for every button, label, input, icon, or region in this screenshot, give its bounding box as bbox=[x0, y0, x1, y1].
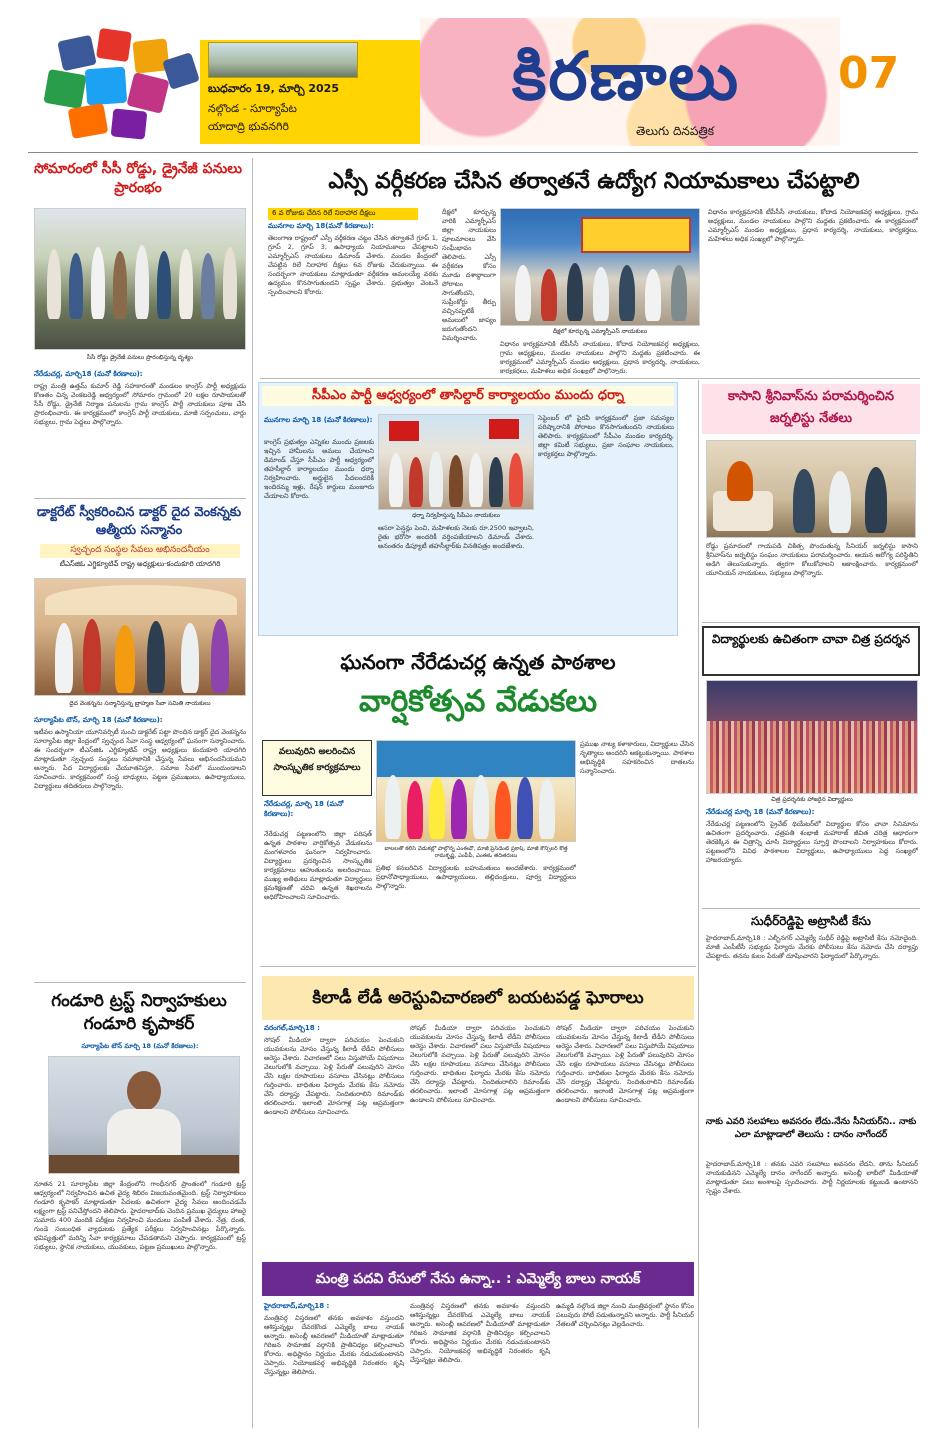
kiladi-body: సోషల్ మీడియా ద్వారా పరిచయం పెంచుకుని యువకులను మోసం చేస్తున్న కిలాడీ లేడీని పోలీసులు అరెస్టు చేశారు. విచారణలో పలు విస్తుపోయే విషయాలు వెలుగులోకి వచ్చాయి. పెళ్లి పేరుతో పలువురిని మోసం చేసి లక్షల రూపాయలు వసూలు చేసినట్లు పోలీసులు గుర్తించారు. బాధితుల ఫిర్యాదు మేరకు కేసు నమోదు చేసి దర్యాప్తు చేపట్టారు. నిందితురాలిని రిమాండ్‌కు తరలించారు. ఇలాంటి మోసగాళ్ల పట్ల అప్రమత్తంగా ఉండాలని పోలీసులు సూచించారు. bbox=[556, 1024, 694, 1104]
quote-headline: నాకు ఎవరి సలహాలు అవసరం లేదు.నేను సీనియర్‌ని.. నాకు ఎలా మాట్లాడాలో తెలుసు : దానం నాగేందర్ bbox=[705, 1117, 917, 1140]
cube-icon bbox=[85, 67, 127, 106]
landscape-thumbnail bbox=[208, 42, 358, 78]
person-figure bbox=[865, 467, 887, 533]
portrait-photo bbox=[48, 1056, 240, 1174]
story-photo bbox=[34, 208, 246, 350]
story-body: రాష్ట్ర మంత్రి ఉత్తమ్ కుమార్ రెడ్డి సహకారంతో మండలం కాంగ్రెస్ పార్టీ అధ్యక్షుడు కొణతం చిన్న వెంకటరెడ్డి ఆధ్వర్యంలో సోమారం గ్రామంలో 20 లక్షల రూపాయలతో సీసీ రోడ్డు, డ్రైనేజీ నిర్మాణ పనులను గ్రామ కాంగ్రెస్ పార్టీ నాయకులు పూజ చేసి ప్రారంభించారు. ఈ కార్యక్రమంలో కాంగ్రెస్ పార్టీ నాయకులు, మాజీ సర్పంచులు, వార్డు సభ్యులు, గ్రామ పెద్దలు పాల్గొన్నారు. bbox=[34, 382, 246, 426]
masthead-rule bbox=[28, 152, 918, 153]
school-photo bbox=[376, 740, 576, 842]
person-figure bbox=[727, 461, 753, 501]
person-figure bbox=[449, 455, 463, 507]
person-figure bbox=[539, 779, 555, 839]
story-separator bbox=[34, 498, 246, 499]
paper-name-logo: కిరణాలు bbox=[511, 38, 741, 115]
story-headline: డాక్టరేట్ స్వీకరించిన డాక్టర్ దైద వెంకన్నకు ఆత్మీయ సన్మానం bbox=[36, 505, 242, 538]
person-figure bbox=[181, 623, 199, 693]
cpm-headline: సీపీఎం పార్టీ ఆధ్వర్యంలో తాసిల్దార్ కార్యాలయం ముందు ధర్నా bbox=[262, 386, 674, 406]
photo-caption: చిత్ర ప్రదర్శనకు హాజరైన విద్యార్థులు bbox=[771, 796, 853, 803]
person-figure bbox=[113, 251, 127, 319]
masthead bbox=[0, 0, 945, 150]
person-figure bbox=[179, 249, 193, 319]
person-figure bbox=[83, 619, 101, 693]
school-body: ప్రముఖ నాట్య కళాకారులు, విద్యార్థులు చేసిన నృత్యాలు అందరినీ ఆకట్టుకున్నాయి. పాఠశాల అభివృద్ధికి సహకరించిన దాతలను సన్మానించారు. bbox=[580, 740, 694, 775]
portrait-head bbox=[127, 1071, 161, 1111]
cube-icon bbox=[57, 35, 96, 71]
issue-date: బుధవారం 19, మార్చి 2025 bbox=[208, 82, 339, 95]
school-headline-2: వార్షికోత్సవ వేడుకలు bbox=[359, 684, 597, 719]
person-figure bbox=[409, 457, 423, 507]
lead-body: విధానం కార్యక్రమానికి టీపీసీసీ నాయకులు, కోదాడ నియోజకవర్గ అధ్యక్షులు, గ్రామ అధ్యక్షులు, మండల నాయకులు పాల్గొని మద్దతు ప్రకటించారు. ఈ కార్యక్రమంలో ఎమ్మార్పీఎస్ మండల అధ్యక్షులు, ప్రధాన కార్యదర్శి, నాయకులు, కార్యకర్తలు, మహిళలు అధిక సంఖ్యలో పాల్గొన్నారు. bbox=[500, 340, 700, 374]
atrocity-body: హైదరాబాద్,మార్చి18 : తనకు ఎవరి సలహాలు అవసరం లేదని, తాను సీనియర్ నాయకుడినని ఎమ్మెల్యే దానం నాగేందర్ అన్నారు. అసెంబ్లీ లాబీలో మీడియాతో మాట్లాడుతూ పలు అంశాలపై స్పందించారు. పార్టీ నిర్ణయాలకు కట్టుబడి ఉంటానని స్పష్టం చేశారు. bbox=[706, 1160, 918, 1195]
person-figure bbox=[451, 779, 467, 839]
lead-body: తెలంగాణ రాష్ట్రంలో ఎస్సీ వర్గీకరణ చట్టం చేసిన తర్వాతనే గ్రూప్ 1, గ్రూప్ 2, గ్రూప్ 3, ఉపాధ్యాయ నియామకాలు చేపట్టాలని ఎమ్మార్పీఎస్ నాయకులు డిమాండ్ చేశారు. మండల కేంద్రంలో చేపట్టిన రిలే నిరాహార దీక్షలు 6వ రోజుకు చేరుకున్నాయి. ఈ సందర్భంగా నాయకులు మాట్లాడుతూ వర్గీకరణ అమలయ్యే వరకు ఉద్యమం కొనసాగుతుందని స్పష్టం చేశారు. ప్రభుత్వం వెంటనే స్పందించాలని కోరారు. bbox=[268, 234, 438, 296]
kasani-body: రోడ్డు ప్రమాదంలో గాయపడి చికిత్స పొందుతున్న సీనియర్ జర్నలిస్టు కాసాని శ్రీనివాస్‌ను జర్నలిస్టు సంఘం నాయకులు పరామర్శించారు. ఆయన ఆరోగ్య పరిస్థితిని అడిగి తెలుసుకున్నారు. త్వరగా కోలుకోవాలని ఆకాంక్షించారు. కార్యక్రమంలో యూనియన్ నాయకులు, సభ్యులు పాల్గొన్నారు. bbox=[706, 542, 918, 577]
dateline: నేరేడుచర్ల మార్చి 18 (మనో కిరణాలు): bbox=[706, 808, 815, 816]
dateline: మునగాల మార్చి 18(మనో కిరణాలు): bbox=[268, 222, 374, 230]
story-separator bbox=[702, 622, 920, 623]
photo-caption: బాలలతో కలిసి వేడుకల్లో పాల్గొన్న ఎంఈవో, మాజీ ప్రెసిడెంట్ ప్రకాష్, మాజీ కౌన్సిలర్ కొత్త రామకృష్ణ, ఎంపీపీ, ఎంఈఓ తదితరులు bbox=[384, 846, 568, 859]
kasani-headline: కాసాని శ్రీనివాస్‌ను పరామర్శించిన జర్నలిస్టు నేతలు bbox=[728, 389, 894, 426]
column-divider bbox=[252, 158, 253, 1428]
kasani-photo bbox=[706, 440, 916, 538]
kiladi-headline: కిలాడీ లేడీ అరెస్టువిచారణలో బయటపడ్డ ఘోరాలు bbox=[312, 988, 644, 1008]
kiladi-body: సోషల్ మీడియా ద్వారా పరిచయం పెంచుకుని యువకులను మోసం చేస్తున్న కిలాడీ లేడీని పోలీసులు అరెస్టు చేశారు. విచారణలో పలు విస్తుపోయే విషయాలు వెలుగులోకి వచ్చాయి. పెళ్లి పేరుతో పలువురిని మోసం చేసి లక్షల రూపాయలు వసూలు చేసినట్లు పోలీసులు గుర్తించారు. బాధితుల ఫిర్యాదు మేరకు కేసు నమోదు చేసి దర్యాప్తు చేపట్టారు. నిందితురాలిని రిమాండ్‌కు తరలించారు. ఇలాంటి మోసగాళ్ల పట్ల అప్రమత్తంగా ఉండాలని పోలీసులు సూచించారు. bbox=[410, 1024, 550, 1104]
lead-kicker: 6 వ రోజుకు చేరిన రిలే నిరాహార దీక్షలు bbox=[268, 208, 418, 220]
red-flag bbox=[489, 419, 519, 439]
paper-tagline: తెలుగు దినపత్రిక bbox=[636, 124, 715, 138]
kiladi-body: సోషల్ మీడియా ద్వారా పరిచయం పెంచుకుని యువకులను మోసం చేస్తున్న కిలాడీ లేడీని పోలీసులు అరెస్టు చేశారు. విచారణలో పలు విస్తుపోయే విషయాలు వెలుగులోకి వచ్చాయి. పెళ్లి పేరుతో పలువురిని మోసం చేసి లక్షల రూపాయలు వసూలు చేసినట్లు పోలీసులు గుర్తించారు. బాధితుల ఫిర్యాదు మేరకు కేసు నమోదు చేసి దర్యాప్తు చేపట్టారు. నిందితురాలిని రిమాండ్‌కు తరలించారు. ఇలాంటి మోసగాళ్ల పట్ల అప్రమత్తంగా ఉండాలని పోలీసులు సూచించారు. bbox=[264, 1036, 404, 1116]
person-figure bbox=[201, 253, 215, 319]
person-figure bbox=[671, 265, 687, 321]
person-figure bbox=[793, 469, 815, 533]
district-line-2: యాదాద్రి భువనగిరి bbox=[208, 120, 289, 133]
person-figure bbox=[211, 619, 229, 693]
story-body: నూతన 21 సూర్యాపేట జిల్లా కేంద్రంలోని గాంధీనగర్ ప్రాంతంలో గండూరి ట్రస్ట్ ఆధ్వర్యంలో నిర్వహించిన ఉచిత వైద్య శిబిరం విజయవంతమైంది. ట్రస్ట్ నిర్వాహకులు గండూరి కృపాకర్ మాట్లాడుతూ పేదలకు ఉచితంగా వైద్య సేవలు అందించడమే లక్ష్యంగా ట్రస్ట్ పనిచేస్తోందని తెలిపారు. హైదరాబాద్‌కు చెందిన ప్రముఖ వైద్యులు హాజరై సుమారు 400 మందికి పరీక్షలు నిర్వహించి మందులు పంపిణీ చేశారు. నేత్ర, దంత, గుండె సంబంధిత వ్యాధులకు ప్రత్యేక పరీక్షలు నిర్వహించినట్లు పేర్కొన్నారు. భవిష్యత్తులో మరిన్ని సేవా కార్యక్రమాలు చేపడతామని చెప్పారు. కార్యక్రమంలో ట్రస్ట్ సభ్యులు, స్థానిక నాయకులు, యువకులు, పట్టణ ప్రముఖులు పాల్గొన్నారు. bbox=[34, 1180, 246, 1251]
story-photo bbox=[34, 578, 246, 696]
cube-icon bbox=[43, 69, 86, 109]
person-figure bbox=[385, 775, 401, 839]
minister-headline: మంత్రి పదవి రేసులో నేను ఉన్నా.. : ఎమ్మెల్యే బాలు నాయక్ bbox=[315, 1271, 641, 1287]
story-separator bbox=[260, 966, 696, 967]
lead-body: దీక్షలో కూర్చున్న వారికి ఎమ్మార్పీఎస్ జిల్లా నాయకులు పూలమాలలు వేసి సంఘీభావం తెలిపారు. ఎస్సీ వర్గీకరణ కోసం మూడు దశాబ్దాలుగా పోరాటం సాగుతోందని, సుప్రీంకోర్టు తీర్పు వచ్చినప్పటికీ అమలులో జాప్యం జరుగుతోందని విమర్శించారు. bbox=[442, 208, 496, 342]
person-figure bbox=[147, 621, 165, 693]
person-figure bbox=[115, 625, 135, 693]
minister-body: మంత్రివర్గ విస్తరణలో తనకు అవకాశం వస్తుందని ఆశిస్తున్నట్లు దేవరకొండ ఎమ్మెల్యే బాలు నాయక్ అన్నారు. అసెంబ్లీ ఆవరణలో మీడియాతో మాట్లాడుతూ గిరిజన సామాజిక వర్గానికి ప్రాతినిధ్యం కల్పించాలని కోరారు. అధిష్టానం నిర్ణయం మేరకు నడుచుకుంటానని చెప్పారు. నియోజకవర్గ అభివృద్ధికి నిరంతరం కృషి చేస్తున్నట్లు తెలిపారు. bbox=[264, 1314, 404, 1376]
story-separator bbox=[34, 982, 246, 983]
story-subhead: స్వచ్ఛంద సంస్థల సేవలు అభినందనీయం bbox=[40, 544, 240, 558]
dateline: హైదరాబాద్,మార్చి18 : bbox=[264, 1302, 330, 1310]
desk bbox=[49, 1155, 240, 1174]
person-figure bbox=[515, 265, 531, 321]
students-body: నేరేడుచర్ల పట్టణంలోని ప్రైవేట్ థియేటర్‌లో విద్యార్థుల కోసం చావా సినిమాను ఉచితంగా ప్రదర్శించారు. ఛత్రపతి శంభాజీ మహారాజ్ జీవిత చరిత్ర ఆధారంగా తెరకెక్కిన ఈ చిత్రాన్ని చూసి విద్యార్థులు స్ఫూర్తి పొందాలని నిర్వాహకులు కోరారు. పట్టణంలోని వివిధ పాఠశాలల విద్యార్థులు, ఉపాధ్యాయులు పెద్ద సంఖ్యలో హాజరయ్యారు. bbox=[706, 820, 918, 864]
person-figure bbox=[157, 251, 171, 319]
district-line-1: నల్గొండ - సూర్యాపేట bbox=[208, 102, 297, 115]
cpm-body: ఆసరా పెన్షన్లు పెంచి, మహిళలకు నెలకు రూ.2500 ఇవ్వాలని, రైతు భరోసా అందరికీ వర్తింపజేయాలని డిమాండ్ చేశారు. అనంతరం డిప్యూటీ తహసీల్దార్‌కు వినతిపత్రం అందజేశారు. bbox=[378, 524, 534, 550]
cube-icon bbox=[68, 103, 109, 139]
person-figure bbox=[429, 451, 443, 507]
photo-caption: సీసీ రోడ్డు డ్రైనేజీ పనులు ప్రారంభిస్తున్న దృశ్యం bbox=[86, 354, 194, 361]
students-photo bbox=[706, 680, 918, 794]
person-figure bbox=[593, 267, 609, 321]
photo-caption: దైద వెంకన్నను సన్మానిస్తున్న బ్రాహ్మణ సేవా సమితి నాయకులు bbox=[69, 700, 211, 707]
person-figure bbox=[645, 269, 661, 321]
cpm-body: సెప్టెంబర్ లో పైరవీ కార్యక్రమంలో ప్రజా సమస్యల పరిష్కారానికి పోరాటం కొనసాగుతుందని నాయకులు తెలిపారు. కార్యక్రమంలో సీపీఎం మండల కార్యదర్శి, జిల్లా కమిటీ సభ్యులు, ప్రజా సంఘాల నాయకులు, కార్యకర్తలు పాల్గొన్నారు. bbox=[538, 414, 674, 458]
cpm-body: కాంగ్రెస్ ప్రభుత్వం ఎన్నికల ముందు ప్రజలకు ఇచ్చిన హామీలను అమలు చేయాలని డిమాండ్ చేస్తూ సీపీఎం పార్టీ ఆధ్వర్యంలో తహసీల్దార్ కార్యాలయం ముందు ధర్నా నిర్వహించారు. అర్హులైన పేదలందరికీ ఇందిరమ్మ ఇళ్లు, రేషన్ కార్డులు మంజూరు చేయాలని కోరారు. bbox=[264, 438, 374, 500]
page-number: 07 bbox=[838, 48, 900, 99]
person-figure bbox=[135, 245, 149, 319]
story-headline: గండూరి ట్రస్ట్ నిర్వాహకులు గండూరి కృపాకర్ bbox=[51, 991, 227, 1034]
person-figure bbox=[567, 263, 583, 321]
cube-icon bbox=[126, 72, 169, 114]
person-figure bbox=[489, 457, 503, 507]
person-figure bbox=[473, 775, 489, 839]
column-divider bbox=[698, 380, 699, 1428]
story-headline: సోమారంలో సీసీ రోడ్డు, డ్రైనేజీ పనులు ప్రారంభం bbox=[33, 161, 243, 196]
lead-photo bbox=[500, 208, 700, 326]
protest-banner bbox=[581, 217, 691, 253]
person-figure bbox=[55, 623, 73, 693]
lead-body: విధానం కార్యక్రమానికి టీపీసీసీ నాయకులు, కోదాడ నియోజకవర్గ అధ్యక్షులు, గ్రామ అధ్యక్షులు, మండల నాయకులు పాల్గొని మద్దతు ప్రకటించారు. ఈ కార్యక్రమంలో ఎమ్మార్పీఎస్ మండల అధ్యక్షులు, ప్రధాన కార్యదర్శి, నాయకులు, కార్యకర్తలు, మహిళలు అధిక సంఖ్యలో పాల్గొన్నారు. bbox=[708, 208, 918, 243]
person-figure bbox=[619, 265, 635, 321]
cpm-photo bbox=[378, 414, 534, 510]
school-tag: వలువురిని అలరించిన సాంస్కృతిక కార్యక్రమాలు bbox=[273, 747, 361, 773]
person-figure bbox=[429, 777, 445, 839]
person-figure bbox=[389, 453, 403, 507]
story-body: ఇటీవల ఉస్మానియా యూనివర్సిటీ నుంచి డాక్టరేట్ పట్టా పొందిన డాక్టర్ దైద వెంకన్నను సూర్యాపేట జిల్లా కేంద్రంలో స్వచ్ఛంద సేవా సంస్థ ఆధ్వర్యంలో ఘనంగా సన్మానించారు. ఈ సందర్భంగా టీఎస్‌జిఓ ఎగ్జిక్యూటివ్ రాష్ట్ర అధ్యక్షులు కందుకూరి యాదగిరి మాట్లాడుతూ స్వచ్ఛంద సంస్థలు సమాజానికి చేస్తున్న సేవలు అభినందనీయమని అన్నారు. పేద విద్యార్థులకు చేయూతనిస్తూ, సమాజ సేవలో ముందుండాలని సూచించారు. కార్యక్రమంలో సంస్థ బాధ్యులు, పట్టణ ప్రముఖులు, ఉపాధ్యాయులు, విద్యార్థులు తదితరులు పాల్గొన్నారు. bbox=[34, 728, 246, 790]
dateline: సూర్యాపేట టౌన్, మార్చి 18 (మనో కిరణాలు): bbox=[34, 716, 163, 724]
crowd-pattern bbox=[707, 721, 918, 794]
person-figure bbox=[407, 781, 423, 839]
photo-caption: దీక్షలో కూర్చున్న ఎమ్మార్పీఎస్ నాయకులు bbox=[552, 328, 648, 335]
school-headline-1: ఘనంగా నేరేడుచర్ల ఉన్నత పాఠశాల bbox=[340, 650, 616, 674]
person-figure bbox=[509, 453, 523, 507]
person-figure bbox=[517, 777, 533, 839]
atrocity-headline: సుధీర్‌రెడ్డిపై అట్రాసిటీ కేసు bbox=[751, 914, 871, 928]
story-subhead-secondary: టీఎస్‌జిఓ ఎగ్జిక్యూటివ్ రాష్ట్ర అధ్యక్షులు-కందుకూరి యాదగిరి bbox=[59, 560, 221, 568]
dateline: మునగాల మార్చి 18 (మనో కిరణాలు): bbox=[264, 416, 373, 424]
person-figure bbox=[69, 253, 83, 319]
students-headline: విద్యార్థులకు ఉచితంగా చావా చిత్ర ప్రదర్శన bbox=[711, 632, 911, 646]
dateline: నేరేడుచర్ల, మార్చి18 (మనో కిరణాలు): bbox=[34, 370, 143, 378]
minister-body: మంత్రివర్గ విస్తరణలో తనకు అవకాశం వస్తుందని ఆశిస్తున్నట్లు దేవరకొండ ఎమ్మెల్యే బాలు నాయక్ అన్నారు. అసెంబ్లీ ఆవరణలో మీడియాతో మాట్లాడుతూ గిరిజన సామాజిక వర్గానికి ప్రాతినిధ్యం కల్పించాలని కోరారు. అధిష్టానం నిర్ణయం మేరకు నడుచుకుంటానని చెప్పారు. నియోజకవర్గ అభివృద్ధికి నిరంతరం కృషి చేస్తున్నట్లు తెలిపారు. bbox=[410, 1302, 550, 1364]
person-figure bbox=[541, 269, 557, 321]
red-flag bbox=[389, 421, 419, 441]
school-body: ప్రతిభ కనబరిచిన విద్యార్థులకు బహుమతులు అందజేశారు. కార్యక్రమంలో ప్రధానోపాధ్యాయులు, ఉపాధ్యాయులు, తల్లిదండ్రులు, పూర్వ విద్యార్థులు పాల్గొన్నారు. bbox=[376, 864, 576, 890]
dateline: నేరేడుచర్ల, మార్చి 18 (మనో కిరణాలు): bbox=[264, 800, 344, 818]
social-media-cubes-image bbox=[40, 30, 200, 140]
stage-backdrop bbox=[377, 741, 576, 777]
person-figure bbox=[495, 781, 511, 839]
story-separator bbox=[260, 378, 920, 379]
cube-icon bbox=[111, 108, 148, 139]
minister-body: ఉమ్మడి నల్గొండ జిల్లా నుంచి మంత్రివర్గంలో స్థానం కోసం పలువురు పోటీ పడుతున్నారని అన్నారు. పార్టీ సీనియర్ నేతలతో చర్చించినట్లు వెల్లడించారు. bbox=[556, 1302, 694, 1328]
person-figure bbox=[223, 247, 237, 319]
cube-icon bbox=[96, 28, 132, 62]
lead-headline: ఎస్సీ వర్గీకరణ చేసిన తర్వాతనే ఉద్యోగ నియామకాలు చేపట్టాలి bbox=[328, 169, 860, 194]
person-figure bbox=[829, 471, 851, 533]
banner-graphic bbox=[45, 585, 237, 615]
dateline: వరంగల్,మార్చి18 : bbox=[264, 1024, 320, 1032]
person-figure bbox=[469, 453, 483, 507]
story-separator bbox=[702, 908, 920, 909]
person-figure bbox=[91, 247, 105, 319]
photo-caption: ధర్నా నిర్వహిస్తున్న సీపీఎం నాయకులు bbox=[412, 512, 500, 519]
school-body: నేరేడుచర్ల పట్టణంలోని జిల్లా పరిషత్ ఉన్నత పాఠశాల వార్షికోత్సవ వేడుకలను మంగళవారం ఘనంగా నిర్వహించారు. విద్యార్థులు ప్రదర్శించిన సాంస్కృతిక కార్యక్రమాలు ఆహుతులను అలరించాయి. ముఖ్య అతిథులు మాట్లాడుతూ విద్యార్థులు క్రమశిక్షణతో చదివి ఉన్నత శిఖరాలను అధిరోహించాలని సూచించారు. bbox=[264, 830, 372, 901]
atrocity-body: హైదరాబాద్,మార్చి18 : ఎల్బీనగర్ ఎమ్మెల్యే సుధీర్ రెడ్డిపై అట్రాసిటీ కేసు నమోదైంది. మాజీ ఎంపీటీసీ సభ్యుడు ఫిర్యాదు మేరకు పోలీసులు కేసు నమోదు చేసి దర్యాప్తు చేపట్టారు. తనను కులం పేరుతో దూషించారని ఫిర్యాదులో పేర్కొన్నారు. bbox=[706, 934, 918, 960]
dateline: సూర్యాపేట టౌన్ మార్చి 18 (మనో కిరణాలు): bbox=[81, 1042, 199, 1050]
person-figure bbox=[47, 249, 61, 319]
